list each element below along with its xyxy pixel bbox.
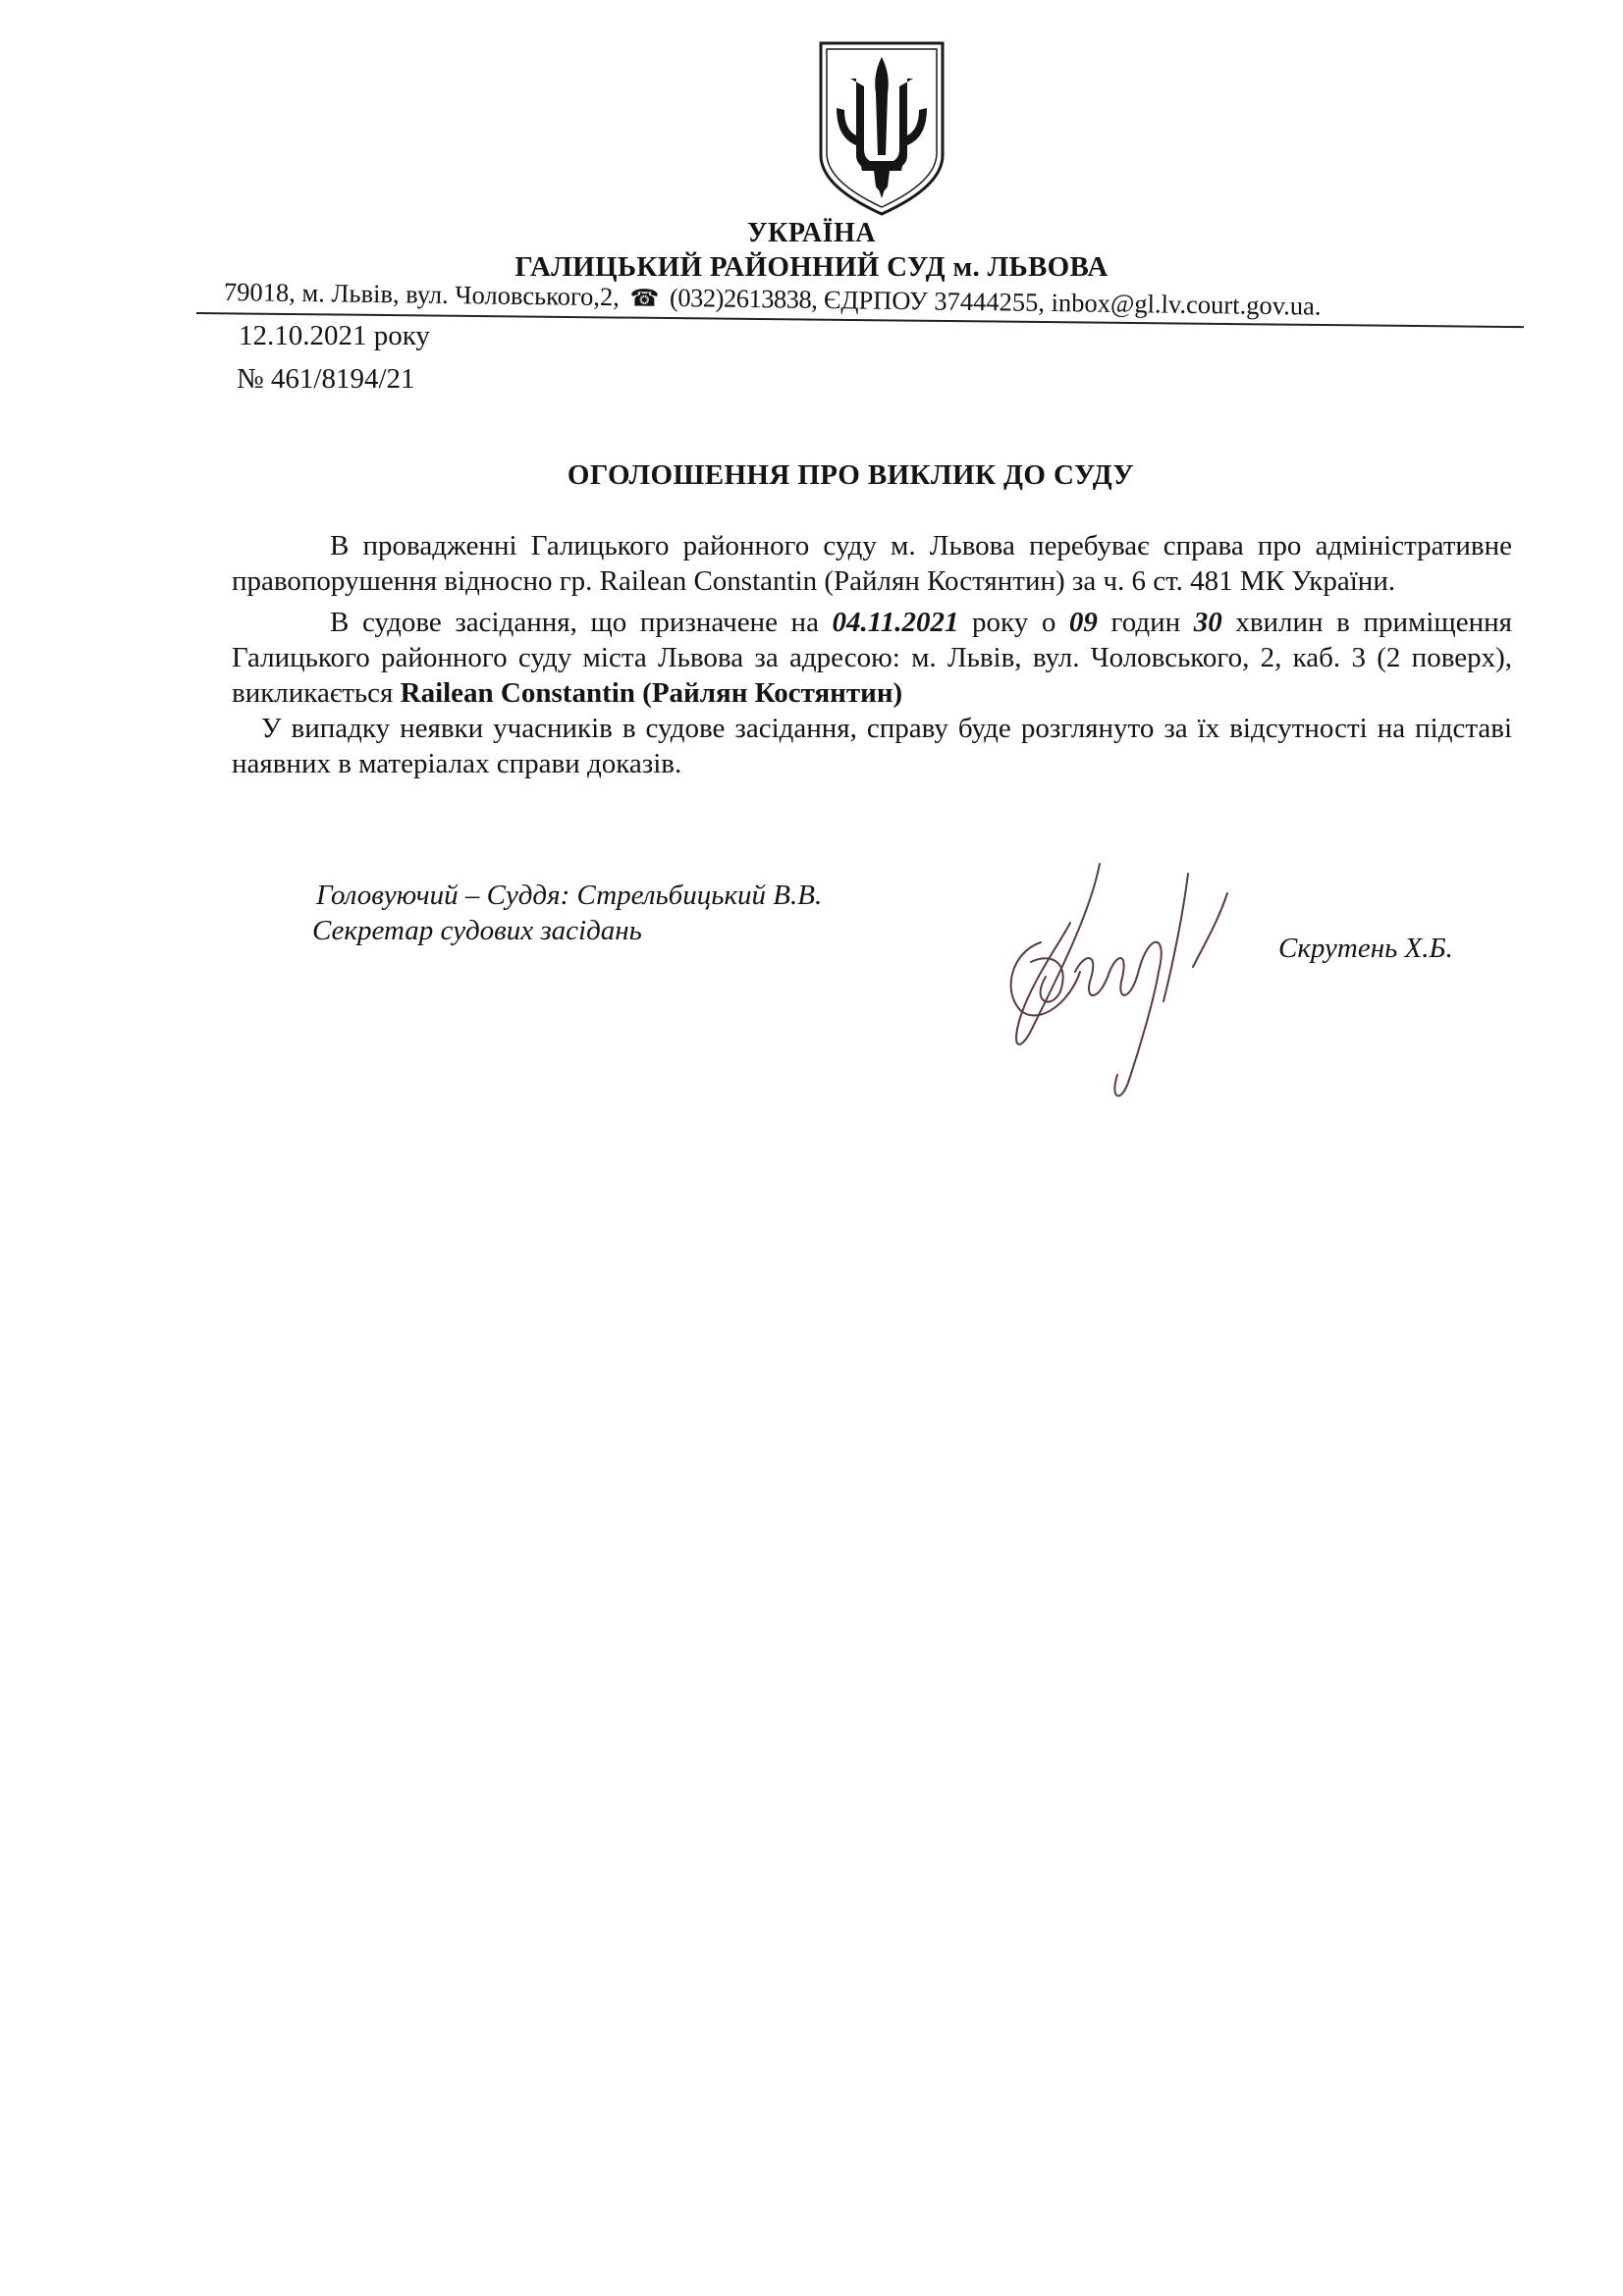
document-date: 12.10.2021 року (239, 320, 430, 351)
summoned-person: Railean Constantin (Райлян Костянтин) (400, 677, 903, 709)
court-edrpou: ЄДРПОУ 37444255, (823, 284, 1046, 317)
secretary-name: Скрутень Х.Б. (1278, 933, 1453, 964)
court-email: inbox@gl.lv.court.gov.ua. (1051, 288, 1322, 321)
judge-signature-line: Головуючий – Суддя: Стрельбицький В.В. (316, 880, 823, 911)
court-address: 79018, м. Львів, вул. Чоловського,2, (223, 277, 621, 312)
paragraph-absence: У випадку неявки учасників в судове засідання, справу буде розглянуто за їх відсутності на підставі наявних в матеріалах справи доказів. (232, 713, 1512, 779)
hearing-text-b: року о (958, 607, 1069, 638)
secretary-title: Секретар судових засідань (312, 915, 642, 946)
hearing-hour: 09 (1068, 607, 1098, 638)
court-name: ГАЛИЦЬКИЙ РАЙОННИЙ СУД м. ЛЬВОВА (514, 251, 1109, 283)
hearing-text-a: В судове засідання, що призначене на (330, 607, 833, 638)
case-number: № 461/8194/21 (237, 363, 415, 395)
phone-icon: ☎ (629, 286, 660, 312)
document-body (232, 528, 1512, 781)
trident-coat-of-arms-icon (817, 39, 947, 218)
court-contacts (224, 277, 1510, 324)
hearing-date: 04.11.2021 (832, 607, 959, 638)
document-title: ОГОЛОШЕННЯ ПРО ВИКЛИК ДО СУДУ (567, 459, 1135, 491)
country-title: УКРАЇНА (747, 218, 876, 248)
hearing-minutes: 30 (1193, 607, 1222, 638)
paragraph-case: В провадженні Галицького районного суду м. Львова перебуває справа про адміністративне правопорушення відносно гр. Railean Constantin (Райлян Костянтин) за ч. 6 ст. 481 МК України. (232, 530, 1512, 597)
handwritten-signature-icon (992, 854, 1247, 1109)
paragraph-hearing (232, 605, 1512, 711)
court-phone: (032)2613838, (669, 282, 818, 314)
hearing-text-d: хвилин в приміщення Галицького районного суду міста Львова за адресою: м. Львів, вул. Чоловського, 2, каб. 3 (2 поверх), викликається (232, 607, 1512, 709)
hearing-text-c: годин (1097, 607, 1194, 638)
